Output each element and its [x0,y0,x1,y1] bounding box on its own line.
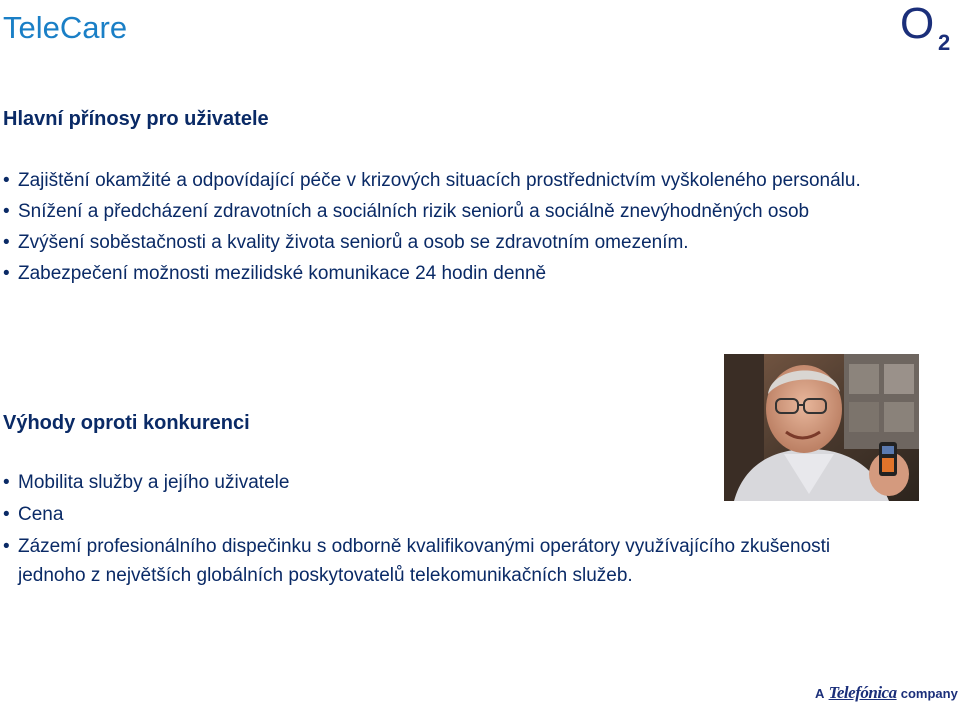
o2-logo-icon [894,0,958,52]
o2-logo-letter: O [900,0,935,48]
list-item-text: Cena [18,504,64,525]
o2-logo-subscript: 2 [938,30,951,52]
telefonica-brand: Telefónica [828,683,897,702]
page-title: TeleCare [3,10,128,45]
telefonica-company-logo [815,683,960,707]
list-item-text: Zázemí profesionálního dispečinku s odborně kvalifikovanými operátory využívajícího zkušenosti jednoho z největších globálních poskytovatelů telekomunikačních služeb. [18,536,831,586]
list-item [0,468,900,497]
list-item [0,228,905,257]
advantages-heading: Výhody oproti konkurenci [3,412,250,434]
list-item [0,500,900,529]
bullet-icon: • [3,201,10,222]
list-item-text: Zajištění okamžité a odpovídající péče v krizových situacích prostřednictvím vyškoleného personálu. [18,170,861,191]
list-item-text: Snížení a předcházení zdravotních a sociálních rizik seniorů a sociálně znevýhodněných osob [18,201,810,222]
bullet-icon: • [3,232,10,253]
bullet-icon: • [3,472,10,493]
bullet-icon: • [3,170,10,191]
benefits-heading: Hlavní přínosy pro uživatele [3,108,269,130]
footer-prefix: A [815,686,825,701]
bullet-icon: • [3,504,10,525]
list-item [0,532,900,590]
list-item-text: Zvýšení soběstačnosti a kvality života seniorů a osob se zdravotním omezením. [18,232,689,253]
bullet-icon: • [3,263,10,284]
footer-suffix: company [900,686,958,701]
list-item-text: Zabezpečení možnosti mezilidské komunikace 24 hodin denně [18,263,547,284]
benefits-list [0,166,905,288]
list-item [0,166,905,195]
list-item-text: Mobilita služby a jejího uživatele [18,472,290,493]
list-item [0,197,905,226]
bullet-icon: • [3,536,10,557]
advantages-list [0,468,900,590]
list-item [0,259,905,288]
